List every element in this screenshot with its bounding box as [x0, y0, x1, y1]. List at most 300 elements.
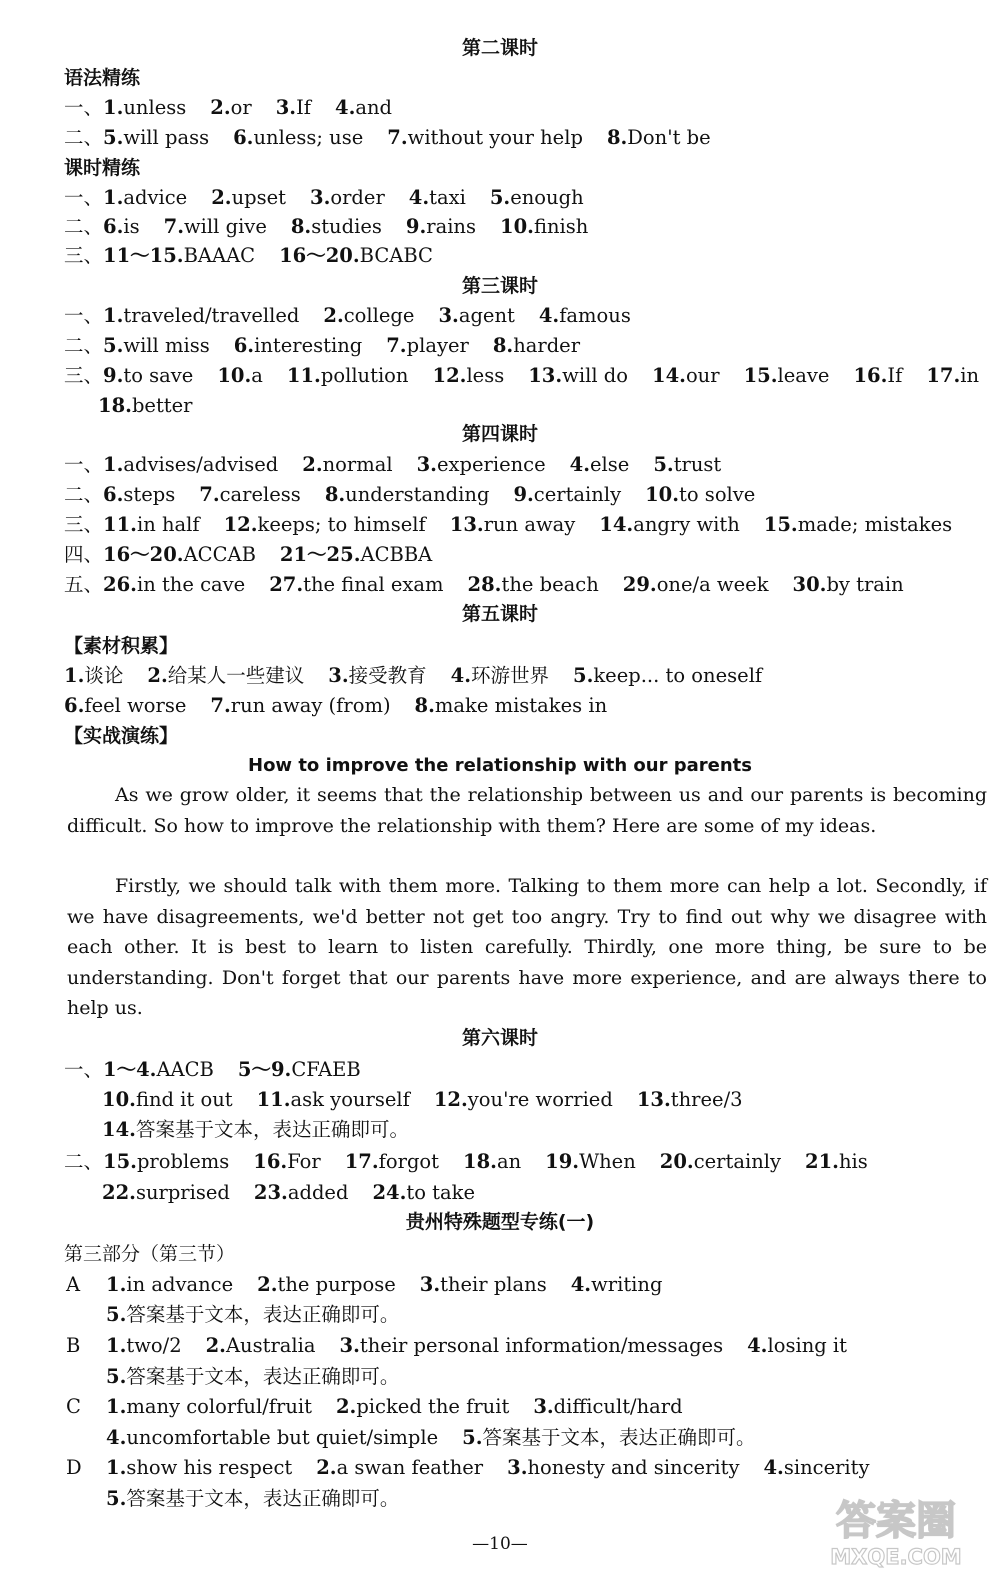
answer-number: 4. — [538, 304, 560, 327]
answer-item — [645, 483, 755, 507]
answer-item — [451, 664, 549, 688]
answer-row — [106, 1395, 683, 1421]
answer-number: 18. — [463, 1150, 497, 1173]
answer-text: an — [496, 1150, 522, 1173]
item-prefix: 一、 — [64, 186, 104, 209]
answer-item — [257, 1088, 410, 1112]
answer-text: ACBBA — [360, 543, 433, 566]
answer-item — [340, 1334, 724, 1358]
essay-paragraph-2: Firstly, we should talk with them more. Talking to them more can help a lot. Secondly, if we have disagreements, we'd better not get too angry. Try to find out why we disagree with each other. It is best to learn to listen carefully. Thirdly, one more thing, be sure to be understanding. Don't forget that our parents have more experience, and are always there to help us. — [67, 875, 987, 1019]
answer-text: the purpose — [277, 1273, 396, 1296]
answer-row — [102, 1181, 475, 1207]
answer-row — [64, 126, 711, 152]
answer-row — [64, 96, 392, 122]
answer-item — [106, 1303, 399, 1327]
answer-item — [287, 364, 409, 388]
answer-number: 2. — [205, 1334, 226, 1357]
answer-number: 16. — [253, 1150, 288, 1173]
answer-item — [103, 96, 186, 120]
answer-item — [257, 1273, 396, 1297]
answer-number: 4. — [335, 96, 356, 119]
answer-number: 6. — [233, 126, 254, 149]
answer-text: If — [887, 364, 903, 387]
answer-number: 1. — [106, 1334, 127, 1357]
answer-number: 5～9. — [237, 1058, 292, 1081]
answer-number: 4. — [106, 1426, 127, 1449]
item-prefix: 一、 — [64, 1058, 104, 1081]
answer-number: 1. — [103, 96, 124, 119]
answer-text: unless; use — [253, 126, 364, 149]
answer-text: AACB — [156, 1058, 214, 1081]
answer-number: 8. — [492, 334, 514, 357]
answer-row — [64, 186, 584, 212]
answer-row — [106, 1487, 399, 1513]
answer-text: three/3 — [670, 1088, 743, 1111]
answer-item — [106, 1395, 312, 1419]
answer-text: BAAAC — [183, 244, 256, 267]
answer-number: 4. — [408, 186, 430, 209]
answer-item — [653, 453, 721, 477]
answer-row — [64, 543, 432, 569]
page-number: —10— — [472, 1534, 528, 1554]
answer-number: 6. — [233, 334, 255, 357]
answer-text: in advance — [126, 1273, 234, 1296]
answer-number: 15. — [743, 364, 778, 387]
answer-text: surprised — [135, 1181, 230, 1204]
answer-number: 14. — [652, 364, 686, 387]
answer-number: 11. — [103, 513, 137, 536]
answer-text: famous — [559, 304, 631, 327]
answer-text: the beach — [501, 573, 599, 596]
answer-text: leave — [777, 364, 830, 387]
answer-text: traveled/travelled — [123, 304, 300, 327]
answer-item — [652, 364, 720, 388]
item-prefix: 三、 — [64, 513, 104, 536]
answer-item — [106, 1334, 182, 1358]
guizhou-heading: 贵州特殊题型专练(一) — [405, 1211, 595, 1233]
lesson4-heading: 第四课时 — [461, 423, 538, 445]
answer-item — [387, 126, 583, 150]
answer-row — [106, 1365, 399, 1391]
part-label: 第三部分（第三节） — [64, 1243, 236, 1265]
answer-row — [102, 1118, 409, 1144]
answer-item — [372, 1181, 475, 1205]
answer-text: harder — [513, 334, 581, 357]
answer-number: 2. — [211, 186, 232, 209]
practice-label: 课时精练 — [64, 157, 141, 179]
answer-item — [507, 1456, 739, 1480]
answer-number: 1. — [106, 1273, 127, 1296]
answer-number: 3. — [533, 1395, 554, 1418]
answer-number: 21. — [805, 1150, 839, 1173]
answer-number: 2. — [323, 304, 344, 327]
answer-row — [64, 694, 607, 720]
answer-text: 接受教育 — [348, 664, 427, 687]
answer-text: our — [685, 364, 720, 387]
item-prefix: 三、 — [64, 244, 104, 267]
answer-number: 19. — [545, 1150, 580, 1173]
answer-text: will miss — [123, 334, 210, 357]
answer-text: 环游世界 — [470, 664, 549, 687]
answer-row — [64, 513, 952, 539]
answer-item — [103, 573, 245, 597]
section-letter: D — [66, 1456, 82, 1479]
answer-number: 21～25. — [279, 543, 361, 566]
answer-item — [234, 334, 363, 358]
answer-text: without your help — [407, 126, 583, 149]
answer-item — [217, 364, 263, 388]
answer-item — [433, 364, 505, 388]
answer-number: 5. — [573, 664, 594, 687]
answer-number: 1. — [106, 1456, 127, 1479]
answer-item — [164, 215, 267, 239]
answer-number: 30. — [792, 573, 827, 596]
answer-number: 2. — [147, 664, 168, 687]
item-prefix: 一、 — [64, 453, 104, 476]
answer-text: losing it — [767, 1334, 848, 1357]
answer-item — [106, 1365, 399, 1389]
answer-item — [211, 186, 286, 210]
answer-row — [64, 453, 721, 479]
answer-item — [463, 1150, 521, 1174]
answer-text: the final exam — [303, 573, 444, 596]
writing-label: 【实战演练】 — [64, 725, 179, 747]
watermark-text: 答案圈 — [836, 1498, 956, 1544]
answer-number: 1. — [103, 304, 124, 327]
answer-text: two/2 — [126, 1334, 182, 1357]
lesson3-heading: 第三课时 — [461, 275, 538, 297]
answer-text: better — [131, 394, 193, 417]
answer-number: 11. — [256, 1088, 291, 1111]
answer-item — [310, 186, 385, 210]
item-prefix: 一、 — [64, 304, 104, 327]
answer-item — [276, 96, 311, 120]
answer-item — [210, 96, 251, 120]
answer-item — [328, 664, 426, 688]
answer-item — [805, 1150, 868, 1174]
answer-item — [336, 1395, 509, 1419]
answer-number: 8. — [290, 215, 312, 238]
answer-text: 答案基于文本，表达正确即可。 — [126, 1365, 400, 1388]
answer-row — [64, 483, 755, 509]
answer-number: 24. — [372, 1181, 407, 1204]
answer-item — [793, 573, 904, 597]
answer-number: 2. — [335, 1395, 357, 1418]
answer-item — [637, 1088, 743, 1112]
answer-text: advice — [123, 186, 188, 209]
answer-text: in — [960, 364, 980, 387]
answer-item — [254, 1181, 349, 1205]
answer-item — [406, 215, 476, 239]
answer-item — [102, 1118, 409, 1142]
answer-item — [573, 664, 762, 688]
item-prefix: 二、 — [64, 1150, 104, 1173]
answer-number: 3. — [507, 1456, 528, 1479]
answer-text: pollution — [320, 364, 409, 387]
answer-row — [64, 664, 762, 690]
answer-number: 9. — [103, 364, 124, 387]
answer-text: normal — [322, 453, 393, 476]
answer-text: For — [287, 1150, 321, 1173]
answer-number: 5. — [106, 1365, 127, 1388]
answer-number: 23. — [253, 1181, 288, 1204]
answer-item — [103, 483, 175, 507]
answer-row — [64, 364, 979, 390]
answer-item — [623, 573, 769, 597]
answer-row — [64, 1058, 361, 1084]
answer-number: 10. — [217, 364, 252, 387]
item-prefix: 二、 — [64, 483, 104, 506]
answer-text: else — [590, 453, 630, 476]
answer-text: sincerity — [783, 1456, 870, 1479]
answer-text: player — [406, 334, 469, 357]
answer-text: and — [355, 96, 393, 119]
answer-text: unless — [123, 96, 187, 119]
answer-item — [545, 1150, 636, 1174]
answer-text: writing — [591, 1273, 663, 1296]
answer-number: 12. — [223, 513, 258, 536]
answer-number: 29. — [622, 573, 657, 596]
answer-text: interesting — [254, 334, 363, 357]
answer-text: is — [123, 215, 140, 238]
essay-paragraph-1: As we grow older, it seems that the relationship between us and our parents is becoming difficult. So how to improve the relationship with them? Here are some of my ideas. — [67, 784, 987, 837]
answer-text: in half — [136, 513, 200, 536]
answer-item — [853, 364, 902, 388]
answer-item — [103, 513, 200, 537]
answer-number: 3. — [438, 304, 459, 327]
answer-item — [420, 1273, 547, 1297]
answer-number: 17. — [344, 1150, 379, 1173]
answer-item — [345, 1150, 439, 1174]
lesson5-heading: 第五课时 — [461, 603, 538, 625]
answer-item — [103, 126, 209, 150]
answer-row — [64, 304, 631, 330]
item-prefix: 三、 — [64, 364, 104, 387]
answer-item — [103, 244, 255, 268]
answer-number: 3. — [310, 186, 331, 209]
answer-text: run away — [483, 513, 576, 536]
answer-number: 5. — [106, 1303, 127, 1326]
answer-item — [103, 543, 256, 567]
answer-text: added — [287, 1181, 349, 1204]
answer-text: uncomfortable but quiet/simple — [126, 1426, 439, 1449]
answer-item — [386, 334, 469, 358]
answer-item — [415, 694, 608, 718]
answer-item — [533, 1395, 682, 1419]
answer-text: a swan feather — [336, 1456, 484, 1479]
answer-number: 5. — [462, 1426, 483, 1449]
answer-text: keeps; to himself — [257, 513, 426, 536]
answer-text: honesty and sincerity — [527, 1456, 740, 1479]
answer-item — [106, 1273, 233, 1297]
answer-number: 1. — [106, 1395, 127, 1418]
answer-number: 3. — [339, 1334, 360, 1357]
answer-item — [417, 453, 546, 477]
answer-text: one/a week — [656, 573, 769, 596]
answer-number: 5. — [106, 1487, 127, 1510]
answer-item — [103, 1150, 229, 1174]
answer-text: 给某人一些建议 — [167, 664, 305, 687]
answer-text: If — [296, 96, 311, 119]
answer-text: will pass — [123, 126, 210, 149]
answer-number: 8. — [324, 483, 346, 506]
answer-number: 17. — [926, 364, 961, 387]
answer-number: 3. — [275, 96, 297, 119]
answer-number: 15. — [763, 513, 798, 536]
answer-text: 答案基于文本，表达正确即可。 — [126, 1487, 400, 1510]
answer-number: 22. — [102, 1181, 136, 1204]
material-label: 【素材积累】 — [64, 635, 179, 657]
answer-text: or — [230, 96, 252, 119]
answer-text: certainly — [533, 483, 622, 506]
answer-item — [224, 513, 426, 537]
answer-row — [102, 1088, 743, 1114]
answer-item — [147, 664, 304, 688]
answer-number: 8. — [606, 126, 628, 149]
answer-item — [323, 304, 414, 328]
answer-number: 5. — [103, 334, 124, 357]
answer-text: their plans — [440, 1273, 547, 1296]
answer-text: upset — [231, 186, 286, 209]
answer-text: to solve — [679, 483, 756, 506]
answer-number: 13. — [636, 1088, 671, 1111]
answer-text: make mistakes in — [434, 694, 608, 717]
answer-text: order — [330, 186, 385, 209]
answer-item — [106, 1456, 292, 1480]
answer-row — [106, 1303, 399, 1329]
answer-text: finish — [533, 215, 589, 238]
answer-text: experience — [436, 453, 546, 476]
answer-item — [103, 364, 193, 388]
answer-text: steps — [123, 483, 176, 506]
answer-text: to save — [123, 364, 194, 387]
answer-item — [302, 453, 392, 477]
essay-title: How to improve the relationship with our parents — [248, 755, 752, 776]
answer-number: 6. — [103, 483, 124, 506]
answer-item — [764, 513, 952, 537]
answer-text: a — [251, 364, 263, 387]
section-letter: C — [66, 1395, 81, 1418]
answer-item — [409, 186, 466, 210]
answer-number: 3. — [328, 664, 349, 687]
answer-number: 26. — [103, 573, 137, 596]
answer-text: 答案基于文本，表达正确即可。 — [482, 1426, 756, 1449]
watermark-logo — [806, 1486, 986, 1571]
answer-text: problems — [136, 1150, 230, 1173]
answer-row — [64, 1150, 868, 1176]
answer-item — [539, 304, 631, 328]
answer-text: studies — [311, 215, 382, 238]
answer-number: 7. — [386, 334, 407, 357]
answer-number: 18. — [98, 394, 132, 417]
section-letter: A — [66, 1273, 81, 1296]
answer-number: 6. — [103, 215, 124, 238]
item-prefix: 二、 — [64, 215, 104, 238]
answer-item — [238, 1058, 361, 1082]
answer-number: 4. — [450, 664, 471, 687]
answer-number: 16～20. — [103, 543, 184, 566]
answer-text: 谈论 — [84, 664, 124, 687]
answer-number: 1～4. — [103, 1058, 157, 1081]
answer-number: 10. — [645, 483, 680, 506]
answer-text: ACCAB — [183, 543, 256, 566]
answer-item — [103, 453, 278, 477]
answer-item — [744, 364, 830, 388]
answer-text: forgot — [378, 1150, 440, 1173]
answer-item — [103, 1058, 214, 1082]
answer-item — [199, 483, 301, 507]
answer-number: 13. — [528, 364, 563, 387]
answer-text: certainly — [693, 1150, 782, 1173]
answer-text: will do — [562, 364, 628, 387]
answer-number: 4. — [747, 1334, 768, 1357]
answer-text: his — [838, 1150, 868, 1173]
answer-item — [335, 96, 392, 120]
answer-number: 7. — [163, 215, 184, 238]
answer-item — [493, 334, 580, 358]
answer-text: Don't be — [627, 126, 711, 149]
answer-text: find it out — [135, 1088, 233, 1111]
answer-number: 4. — [569, 453, 591, 476]
answer-item — [607, 126, 711, 150]
answer-text: enough — [510, 186, 584, 209]
answer-item — [747, 1334, 847, 1358]
lesson6-heading: 第六课时 — [461, 1027, 538, 1049]
answer-item — [291, 215, 382, 239]
answer-number: 13. — [449, 513, 484, 536]
answer-item — [438, 304, 514, 328]
answer-text: many colorful/fruit — [126, 1395, 312, 1418]
answer-number: 5. — [653, 453, 674, 476]
watermark-url: MXQE.COM — [830, 1545, 962, 1569]
answer-item — [513, 483, 621, 507]
answer-item — [528, 364, 628, 388]
answer-number: 3. — [416, 453, 437, 476]
answer-item — [233, 126, 363, 150]
answer-number: 14. — [599, 513, 634, 536]
answer-item — [103, 215, 140, 239]
answer-item — [64, 694, 186, 718]
answer-number: 3. — [419, 1273, 441, 1296]
answer-number: 12. — [433, 1088, 468, 1111]
answer-number: 1. — [103, 453, 124, 476]
answer-text: picked the fruit — [356, 1395, 510, 1418]
answer-item — [660, 1150, 781, 1174]
answer-item — [206, 1334, 316, 1358]
answer-text: in the cave — [136, 573, 246, 596]
answer-number: 9. — [405, 215, 427, 238]
answer-text: their personal information/messages — [359, 1334, 724, 1357]
answer-item — [106, 1487, 399, 1511]
answer-item — [98, 394, 193, 418]
answer-row — [64, 215, 588, 241]
item-prefix: 一、 — [64, 96, 104, 119]
answer-text: 答案基于文本，表达正确即可。 — [135, 1118, 409, 1141]
answer-text: run away (from) — [230, 694, 391, 717]
answer-item — [103, 304, 299, 328]
answer-row — [106, 1334, 847, 1360]
answer-text: 答案基于文本，表达正确即可。 — [126, 1303, 400, 1326]
answer-row — [64, 244, 433, 270]
answer-item — [468, 573, 599, 597]
answer-item — [103, 186, 187, 210]
answer-number: 2. — [316, 1456, 337, 1479]
answer-number: 15. — [103, 1150, 137, 1173]
answer-item — [103, 334, 210, 358]
answer-text: less — [466, 364, 505, 387]
answer-number: 20. — [659, 1150, 694, 1173]
answer-number: 2. — [257, 1273, 278, 1296]
